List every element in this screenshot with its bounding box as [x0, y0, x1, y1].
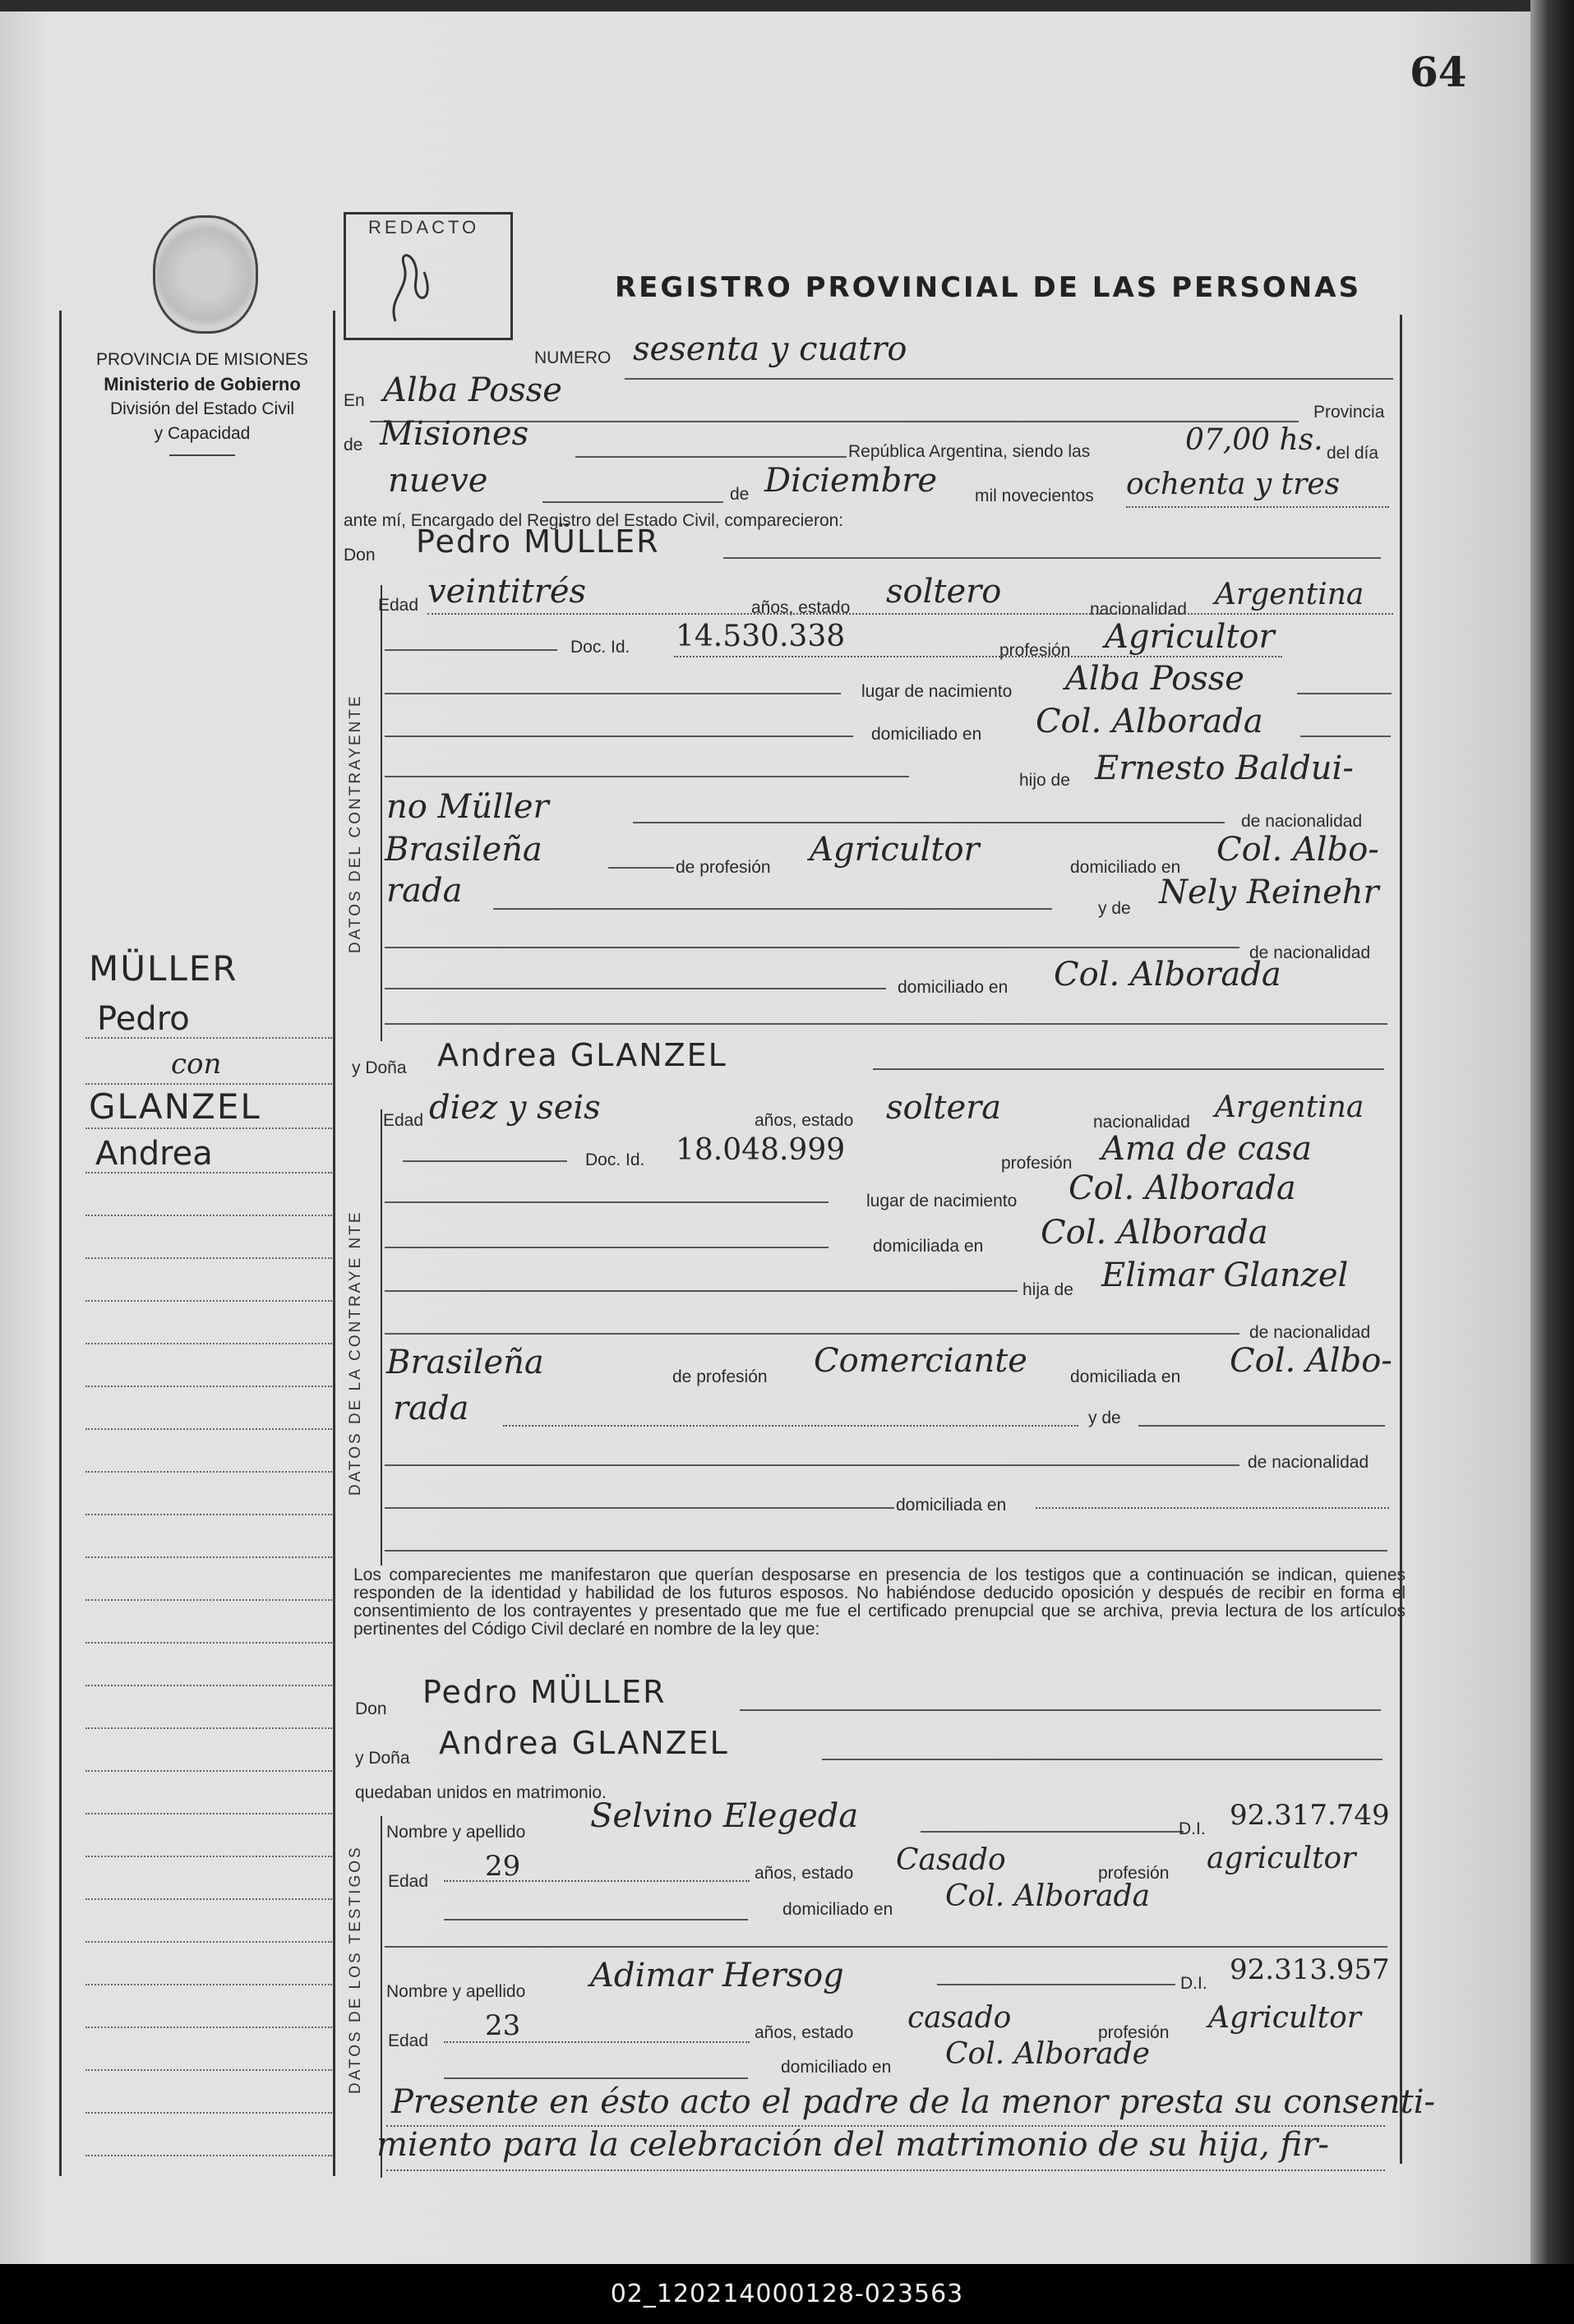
groom-status: soltero	[886, 573, 1002, 611]
bride-nationality: Argentina	[1215, 1091, 1364, 1124]
label-witness2-domicilio: domiciliado en	[781, 2058, 892, 2077]
groom-father-2: no Müller	[386, 788, 549, 826]
witness1-status: Casado	[896, 1843, 1006, 1877]
note-line-1: Presente en ésto acto el padre de la menor presta su consenti-	[391, 2083, 1435, 2121]
label-groom-edad: Edad	[378, 596, 419, 615]
label-bride-edad: Edad	[383, 1111, 424, 1130]
label-groom-hijo-de: hijo de	[1019, 771, 1070, 790]
label-witness1-di: D.I.	[1179, 1819, 1206, 1838]
witness2-status: casado	[907, 2001, 1012, 2035]
label-del-dia: del día	[1327, 444, 1379, 463]
label-bride-father-dom: domiciliada en	[1070, 1367, 1181, 1386]
groom-father-profession: Agricultor	[810, 831, 980, 869]
label-groom-nacionalidad: nacionalidad	[1090, 600, 1187, 619]
label-bride-mother-nac: de nacionalidad	[1248, 1453, 1369, 1472]
label-numero: NUMERO	[534, 348, 612, 367]
label-bride-mother-dom: domiciliada en	[896, 1496, 1007, 1515]
groom-father-address-1: Col. Albo-	[1216, 831, 1379, 869]
label-groom-mother-dom: domiciliado en	[898, 978, 1009, 997]
scan-id: 02_120214000128-023563	[610, 2280, 964, 2308]
label-witness2-nombre: Nombre y apellido	[386, 1982, 526, 2001]
label-witness1-domicilio: domiciliado en	[782, 1900, 893, 1919]
groom-father-nationality: Brasileña	[385, 831, 542, 869]
groom-nationality: Argentina	[1215, 578, 1364, 611]
province-seal-icon	[153, 215, 258, 334]
label-groom-doc: Doc. Id.	[570, 638, 630, 657]
witness1-profession: agricultor	[1207, 1842, 1356, 1875]
witness2-address: Col. Alborade	[945, 2037, 1150, 2071]
label-bride-profesion: profesión	[1001, 1154, 1073, 1173]
groom-mother-address: Col. Alborada	[1054, 956, 1281, 994]
groom-section-label: DATOS DEL CONTRAYENTE	[347, 694, 364, 953]
margin-note-surname-2: GLANZEL	[89, 1086, 261, 1127]
label-bride-y-de: y de	[1088, 1409, 1121, 1427]
bride-father-nationality: Brasileña	[386, 1344, 544, 1381]
page-number: 64	[1410, 48, 1467, 96]
label-witness2-di: D.I.	[1180, 1974, 1207, 1993]
label-groom-estado: años, estado	[751, 598, 851, 617]
label-groom-y-de: y de	[1098, 899, 1131, 918]
label-republica: República Argentina, siendo las	[848, 442, 1091, 461]
bride-age: diez y seis	[429, 1089, 601, 1127]
bride-name: Andrea GLANZEL	[437, 1037, 727, 1073]
witness2-age: 23	[485, 2009, 521, 2042]
witness2-di: 92.313.957	[1230, 1953, 1390, 1986]
act-month: Diciembre	[764, 462, 938, 500]
groom-father-address-2: rada	[386, 872, 463, 910]
label-witness1-estado: años, estado	[755, 1864, 854, 1883]
label-bride-hija-de: hija de	[1022, 1280, 1073, 1299]
act-hour: 07,00 hs.	[1185, 423, 1323, 457]
label-mil-novecientos: mil novecientos	[975, 486, 1094, 505]
label-ante-mi: ante mí, Encargado del Registro del Estado Civil, comparecieron:	[344, 511, 844, 530]
bride-doc: 18.048.999	[676, 1133, 846, 1167]
declared-bride: Andrea GLANZEL	[439, 1725, 729, 1761]
label-groom-mother-nac: de nacionalidad	[1249, 943, 1371, 962]
note-line-2: miento para la celebración del matrimonio de su hija, fir-	[376, 2126, 1329, 2164]
label-witness1-nombre: Nombre y apellido	[386, 1823, 526, 1842]
groom-address: Col. Alborada	[1036, 703, 1263, 740]
label-bride-father-prof: de profesión	[672, 1367, 768, 1386]
witness-section-line	[381, 1816, 382, 2178]
bride-section-line	[381, 1109, 382, 1565]
bride-father: Elimar Glanzel	[1101, 1257, 1349, 1294]
margin-note-name-2: Andrea	[95, 1135, 213, 1173]
scanner-edge	[0, 0, 1574, 12]
label-bride-estado: años, estado	[755, 1111, 854, 1130]
act-day: nueve	[388, 462, 488, 500]
declared-groom: Pedro MÜLLER	[422, 1674, 667, 1710]
label-bride-nacionalidad: nacionalidad	[1093, 1113, 1190, 1132]
label-declared-don: Don	[355, 1699, 387, 1718]
issuer-line-1: PROVINCIA DE MISIONES	[96, 350, 308, 369]
act-year: ochenta y tres	[1126, 468, 1341, 501]
label-bride-birthplace: lugar de nacimiento	[866, 1192, 1018, 1210]
bride-father-address-2: rada	[393, 1390, 469, 1427]
groom-mother: Nely Reinehr	[1159, 874, 1379, 911]
label-bride-father-nac: de nacionalidad	[1249, 1323, 1371, 1342]
label-declared-dona: y Doña	[355, 1749, 410, 1768]
margin-frame-line	[333, 311, 335, 2176]
groom-doc: 14.530.338	[676, 620, 846, 653]
label-witness2-profesion: profesión	[1098, 2023, 1170, 2042]
label-quedaban: quedaban unidos en matrimonio.	[355, 1783, 607, 1802]
witness2-name: Adimar Hersog	[590, 1957, 844, 1994]
issuer-line-3: División del Estado Civil	[109, 399, 295, 418]
label-dona: y Doña	[352, 1058, 407, 1077]
label-groom-birthplace: lugar de nacimiento	[861, 682, 1013, 701]
stamp-label: REDACTO	[368, 217, 480, 237]
right-frame-line	[1400, 315, 1402, 2164]
issuer-block	[79, 348, 325, 456]
page-title: REGISTRO PROVINCIAL DE LAS PERSONAS	[615, 271, 1362, 304]
act-province: Misiones	[380, 415, 529, 453]
groom-birthplace: Alba Posse	[1065, 660, 1244, 698]
witness-section-label: DATOS DE LOS TESTIGOS	[347, 1845, 364, 2094]
book-spine	[1530, 0, 1574, 2264]
label-groom-father-dom: domiciliado en	[1070, 858, 1181, 877]
label-de-mes: de	[730, 485, 750, 504]
label-witness2-estado: años, estado	[755, 2023, 854, 2042]
margin-note-con: con	[171, 1048, 222, 1081]
label-de: de	[344, 436, 363, 454]
label-witness2-edad: Edad	[388, 2031, 429, 2050]
bride-father-profession: Comerciante	[814, 1342, 1027, 1380]
groom-age: veintitrés	[427, 573, 587, 611]
bride-profession: Ama de casa	[1101, 1130, 1312, 1168]
groom-section-line	[381, 585, 382, 1041]
label-bride-domicilio: domiciliada en	[873, 1237, 984, 1256]
label-bride-doc: Doc. Id.	[585, 1150, 645, 1169]
label-groom-domicilio: domiciliado en	[871, 725, 982, 744]
left-frame-line	[59, 311, 62, 2176]
groom-profession: Agricultor	[1105, 618, 1275, 656]
label-provincia: Provincia	[1313, 403, 1385, 422]
witness1-name: Selvino Elegeda	[590, 1797, 859, 1835]
bride-status: soltera	[886, 1089, 1002, 1127]
groom-father-1: Ernesto Baldui-	[1095, 749, 1354, 787]
issuer-line-2: Ministerio de Gobierno	[104, 374, 301, 394]
label-groom-profesion: profesión	[999, 641, 1071, 660]
bride-section-label: DATOS DE LA CONTRAYE NTE	[347, 1210, 364, 1496]
label-en: En	[344, 391, 365, 410]
issuer-line-4: y Capacidad	[154, 424, 251, 443]
groom-name: Pedro MÜLLER	[416, 523, 660, 560]
label-witness1-edad: Edad	[388, 1872, 429, 1891]
witness1-address: Col. Alborada	[945, 1879, 1151, 1913]
label-groom-father-nac: de nacionalidad	[1241, 812, 1363, 831]
bride-address: Col. Alborada	[1041, 1214, 1268, 1252]
act-place: Alba Posse	[383, 371, 562, 409]
witness2-profession: Agricultor	[1208, 2001, 1361, 2035]
bride-father-address-1: Col. Albo-	[1230, 1342, 1392, 1380]
declaration-paragraph: Los comparecientes me manifestaron que querían desposarse en presencia de los testigos que a continuación se indican, quienes responden de la identidad y habilidad de los futuros esposos. No habiéndose deducido oposición y después de recibir en forma el consentimiento de los contrayentes y presentado que me fue el certificado prenupcial que se archiva, previa lectura de los artículos pertinentes del Código Civil declaré en nombre de la ley que:	[353, 1565, 1406, 1639]
bride-birthplace: Col. Alborada	[1069, 1169, 1296, 1207]
label-witness1-profesion: profesión	[1098, 1864, 1170, 1883]
label-groom-father-prof: de profesión	[676, 858, 771, 877]
label-don: Don	[344, 546, 376, 565]
witness1-age: 29	[485, 1850, 521, 1883]
act-number: sesenta y cuatro	[633, 330, 907, 368]
witness1-di: 92.317.749	[1230, 1799, 1390, 1832]
margin-note-name-1: Pedro	[97, 1000, 190, 1038]
margin-note-surname-1: MÜLLER	[89, 948, 238, 989]
